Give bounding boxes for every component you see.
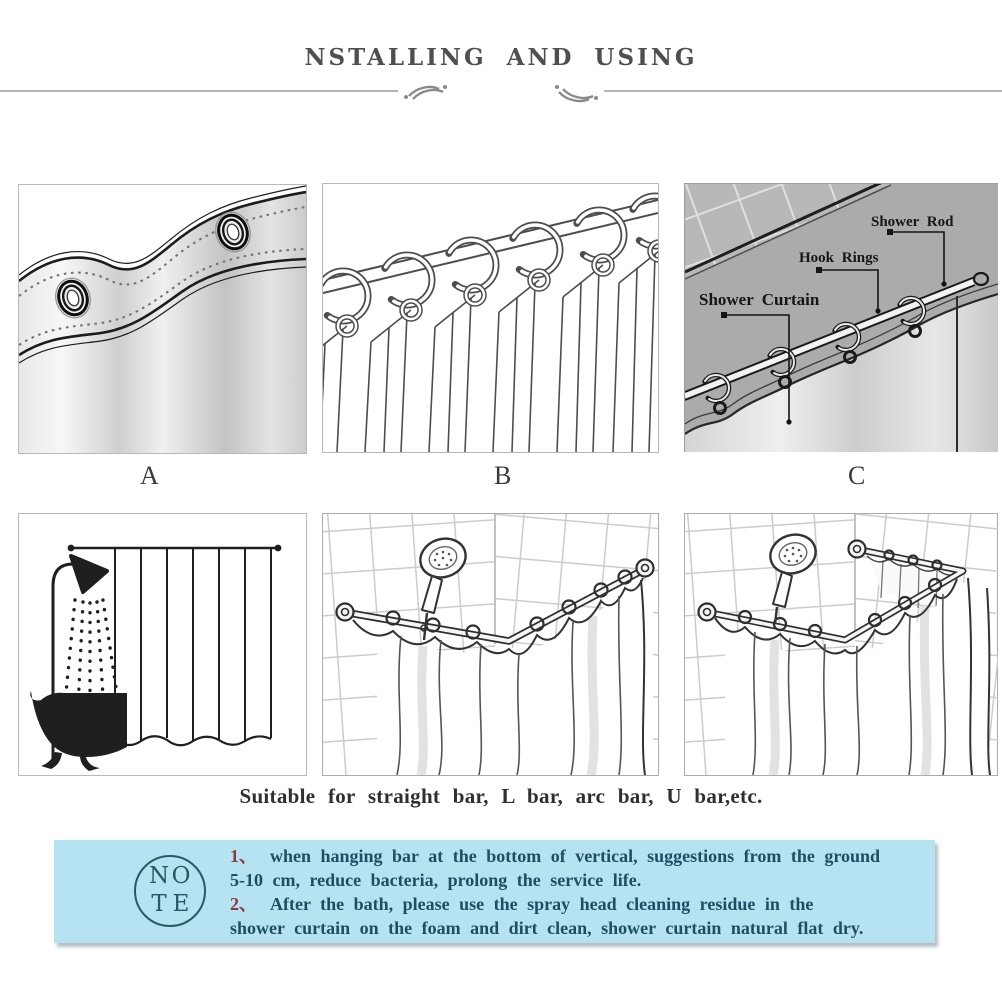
label-hook-rings: Hook Rings — [799, 250, 879, 266]
note-line-text: After the bath, please use the spray head cleaning residue in the — [270, 894, 814, 914]
note-text — [230, 844, 880, 940]
note-line-number: 1、 — [230, 846, 257, 866]
note-badge — [134, 855, 206, 927]
page-title: NSTALLING AND USING — [304, 44, 698, 71]
hook-rings-illustration — [323, 184, 658, 452]
panel-a-label: A — [140, 461, 159, 490]
note-line-text: 5-10 cm, reduce bacteria, prolong the service life. — [230, 870, 642, 890]
panel-b-label: B — [494, 461, 512, 490]
suitable-caption: Suitable for straight bar, L bar, arc bar, U bar,etc. — [239, 784, 763, 808]
note-line — [230, 844, 880, 868]
note-badge-letter: N — [148, 862, 170, 889]
note-line — [230, 868, 880, 892]
label-shower-rod: Shower Rod — [871, 214, 954, 230]
panel-a-grommet-closeup — [18, 184, 307, 454]
l-bar-illustration — [323, 514, 658, 775]
panel-straight-bar — [18, 513, 307, 776]
panel-c-label: C — [848, 461, 866, 490]
ornamental-divider — [0, 78, 1002, 104]
note-badge-letter: O — [171, 862, 191, 889]
note-badge-letter: T — [151, 890, 167, 917]
straight-bar-illustration — [19, 514, 306, 775]
panel-b-hooks-on-rod — [322, 183, 659, 453]
label-shower-curtain: Shower Curtain — [699, 290, 820, 309]
note-line — [230, 916, 880, 940]
note-badge-letter: E — [172, 890, 190, 917]
note-line-number: 2、 — [230, 894, 257, 914]
u-bar-illustration — [685, 514, 998, 775]
note-line-text: shower curtain on the foam and dirt clean, shower curtain natural flat dry. — [230, 918, 864, 938]
note-line-text: when hanging bar at the bottom of vertical, suggestions from the ground — [270, 846, 881, 866]
panel-u-bar — [684, 513, 998, 776]
grommet-curtain-illustration — [19, 185, 306, 453]
panel-l-bar — [322, 513, 659, 776]
note-line — [230, 892, 880, 916]
panel-c-labeled-parts — [684, 183, 998, 452]
note-box — [54, 840, 935, 943]
